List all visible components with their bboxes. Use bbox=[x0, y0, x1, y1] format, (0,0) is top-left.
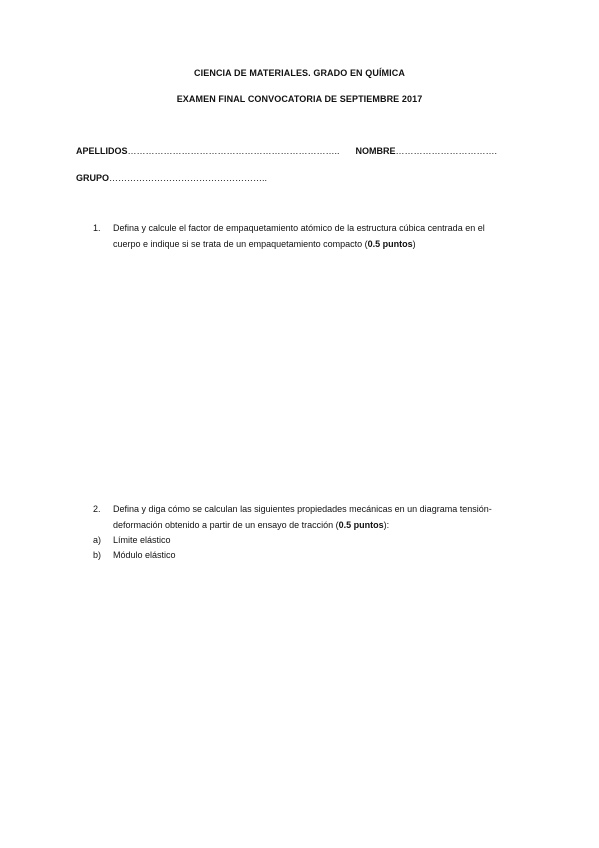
apellidos-label: APELLIDOS bbox=[76, 146, 128, 156]
question-1-text bbox=[113, 221, 513, 252]
question-2 bbox=[93, 502, 513, 533]
question-2-text bbox=[113, 502, 513, 533]
question-2-body: Defina y diga cómo se calculan las siguientes propiedades mecánicas en un diagrama tensión-deformación obtenido a partir de un ensayo de tracción ( bbox=[113, 504, 492, 530]
question-1-points: 0.5 puntos bbox=[367, 238, 413, 249]
item-a-letter: a) bbox=[93, 535, 102, 545]
question-2-end: ): bbox=[383, 519, 390, 530]
question-2-points: 0.5 puntos bbox=[338, 519, 384, 530]
item-a-label: Límite elástico bbox=[113, 535, 171, 545]
question-2-item-b bbox=[93, 548, 176, 564]
grupo-fill-line: …………………………………………….. bbox=[109, 173, 268, 183]
course-title: CIENCIA DE MATERIALES. GRADO EN QUÍMICA bbox=[194, 68, 405, 78]
apellidos-fill-line: …………………………………………………………….. bbox=[127, 146, 340, 156]
item-b-letter: b) bbox=[93, 550, 102, 560]
question-2-item-a bbox=[93, 533, 171, 549]
group-field-row bbox=[76, 173, 267, 183]
exam-title: EXAMEN FINAL CONVOCATORIA DE SEPTIEMBRE 2017 bbox=[176, 94, 423, 104]
question-1 bbox=[93, 221, 513, 252]
nombre-label: NOMBRE bbox=[355, 146, 396, 156]
item-b-label: Módulo elástico bbox=[113, 550, 176, 560]
grupo-label: GRUPO bbox=[76, 173, 110, 183]
nombre-fill-line: ……………………………. bbox=[395, 146, 498, 156]
question-1-body: Defina y calcule el factor de empaquetamiento atómico de la estructura cúbica centrada en el cuerpo e indique si se trata de un empaquetamiento compacto ( bbox=[113, 223, 485, 249]
question-1-end: ) bbox=[412, 238, 416, 249]
name-fields-row bbox=[76, 146, 497, 156]
question-1-number: 1. bbox=[93, 223, 101, 233]
question-2-number: 2. bbox=[93, 504, 101, 514]
